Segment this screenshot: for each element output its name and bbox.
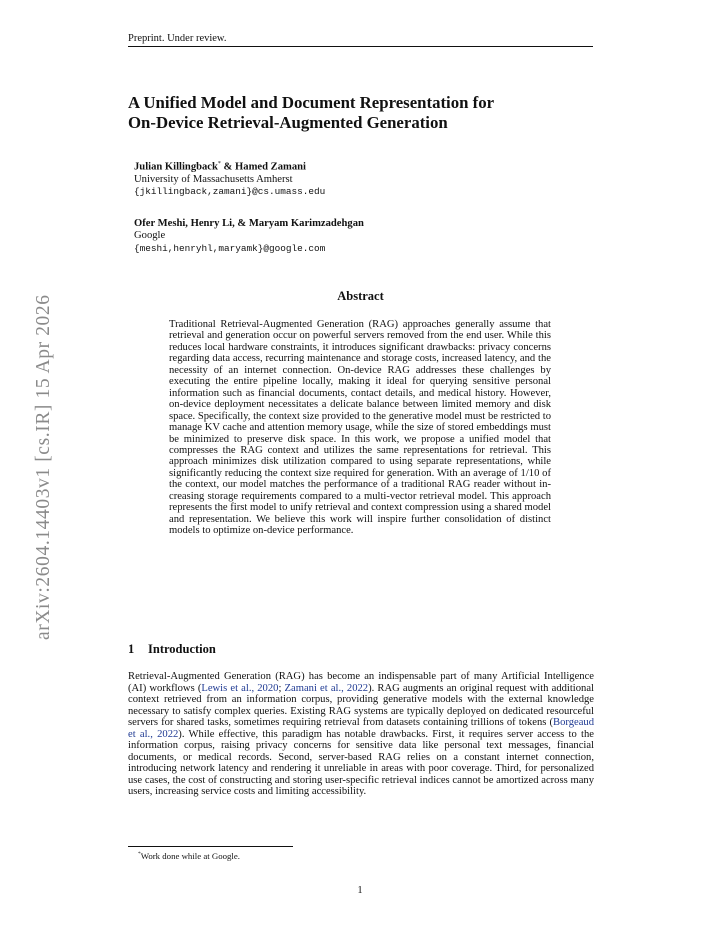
citation-link[interactable]: Lewis et al., 2020	[201, 682, 279, 694]
abstract-body: Traditional Retrieval-Augmented Generation (RAG) approaches generally assume that retrieval and generation occur on powerful servers removed from the end user. While this reduces local hardware constraints, it introduces significant drawbacks: privacy concerns regarding data access, recurring maintenance and storage costs, increased latency, and the necessity of an internet connection. On-device RAG addresses these challenges by executing the entire pipeline locally, making it ideal for querying sensitive personal information such as financial documents, contact details, and medical history. However, on-device deployment necessitates a delicate balance between limited memory and disk space. Specifically, the context size provided to the generative model must be restricted to manage KV cache and attention memory usage, while the size of stored embeddings must be minimized to preserve disk space. In this work, we propose a unified model that compresses the RAG context and utilizes the same representations for retrieval. This approach minimizes disk utilization compared to using separate representations, while significantly reducing the context size required for generation. With an average of 1/10 of the context, our model matches the performance of a traditional RAG reader without increasing storage requirements compared to a multi-vector retrieval model. This approach represents the first model to unify retrieval and context compression using a shared model and representation. We believe this work will inspire further consolidation of distinct models to optimize on-device performance.	[169, 319, 551, 537]
author-block-1	[134, 158, 325, 199]
author-affiliation: Google	[134, 230, 166, 242]
author-email: {jkillingback,zamani}@cs.umass.edu	[134, 186, 326, 198]
running-head: Preprint. Under review.	[128, 33, 227, 44]
title-line-2: On-Device Retrieval-Augmented Generation	[128, 113, 448, 132]
citation-separator: ;	[278, 682, 285, 694]
author-affiliation: University of Massachusetts Amherst	[134, 173, 293, 185]
footnote-text: Work done while at Google.	[140, 851, 240, 861]
author-names	[134, 158, 325, 174]
paragraph-text: ). While effective, this paradigm has notable drawbacks. First, it requires server access to the information corpus, raising privacy concerns for sensitive data like personal text messages, financial documents, or medical records. Second, server-based RAG relies on a constant internet connection, introducing network latency and rendering it unreliable in areas with poor coverage. Third, for personalized use cases, the cost of constructing and storing user-specific retrieval indices cannot be amortized across many users, increasing service costs and limiting accessibility.	[128, 728, 594, 797]
author-name: Julian Killingback	[134, 161, 218, 173]
paper-title	[128, 93, 598, 133]
section-heading	[128, 642, 216, 657]
paragraph-text: Retrieval-Augmented Generation (RAG) has become an indispensable part of many Artificial Intelligence (AI) workflows (	[128, 671, 594, 694]
author-email: {meshi,henryhl,maryamk}@google.com	[134, 242, 326, 254]
footnote	[138, 851, 240, 861]
citation-link[interactable]: Zamani et al., 2022	[284, 682, 369, 694]
arxiv-stamp: arXiv:2604.14403v1 [cs.IR] 15 Apr 2026	[33, 294, 54, 640]
abstract-heading: Abstract	[337, 289, 384, 303]
header-rule	[128, 46, 593, 47]
page-number: 1	[357, 885, 363, 896]
paragraph-text: ). RAG augments an original request with additional context retrieved from an information corpus, providing generative models with the external knowledge necessary to satisfy complex queries. Existing RAG systems are typically deployed on dedicated resourceful servers for shared tasks, sometimes requiring retrieval from datasets containing trillions of tokens (	[128, 682, 594, 728]
section-title: Introduction	[148, 642, 216, 656]
section-number: 1	[128, 642, 135, 656]
author-block-2	[134, 218, 364, 255]
citation-link[interactable]: Borgeaud et al., 2022	[128, 717, 594, 740]
footnote-mark: *	[217, 161, 221, 167]
author-names: Ofer Meshi, Henry Li, & Maryam Karimzadehgan	[134, 218, 364, 229]
footnote-rule	[128, 846, 293, 847]
author-name: & Hamed Zamani	[220, 161, 306, 173]
footnote-mark: *	[138, 851, 141, 858]
title-line-1: A Unified Model and Document Representation for	[128, 93, 495, 112]
introduction-paragraph	[128, 671, 594, 798]
